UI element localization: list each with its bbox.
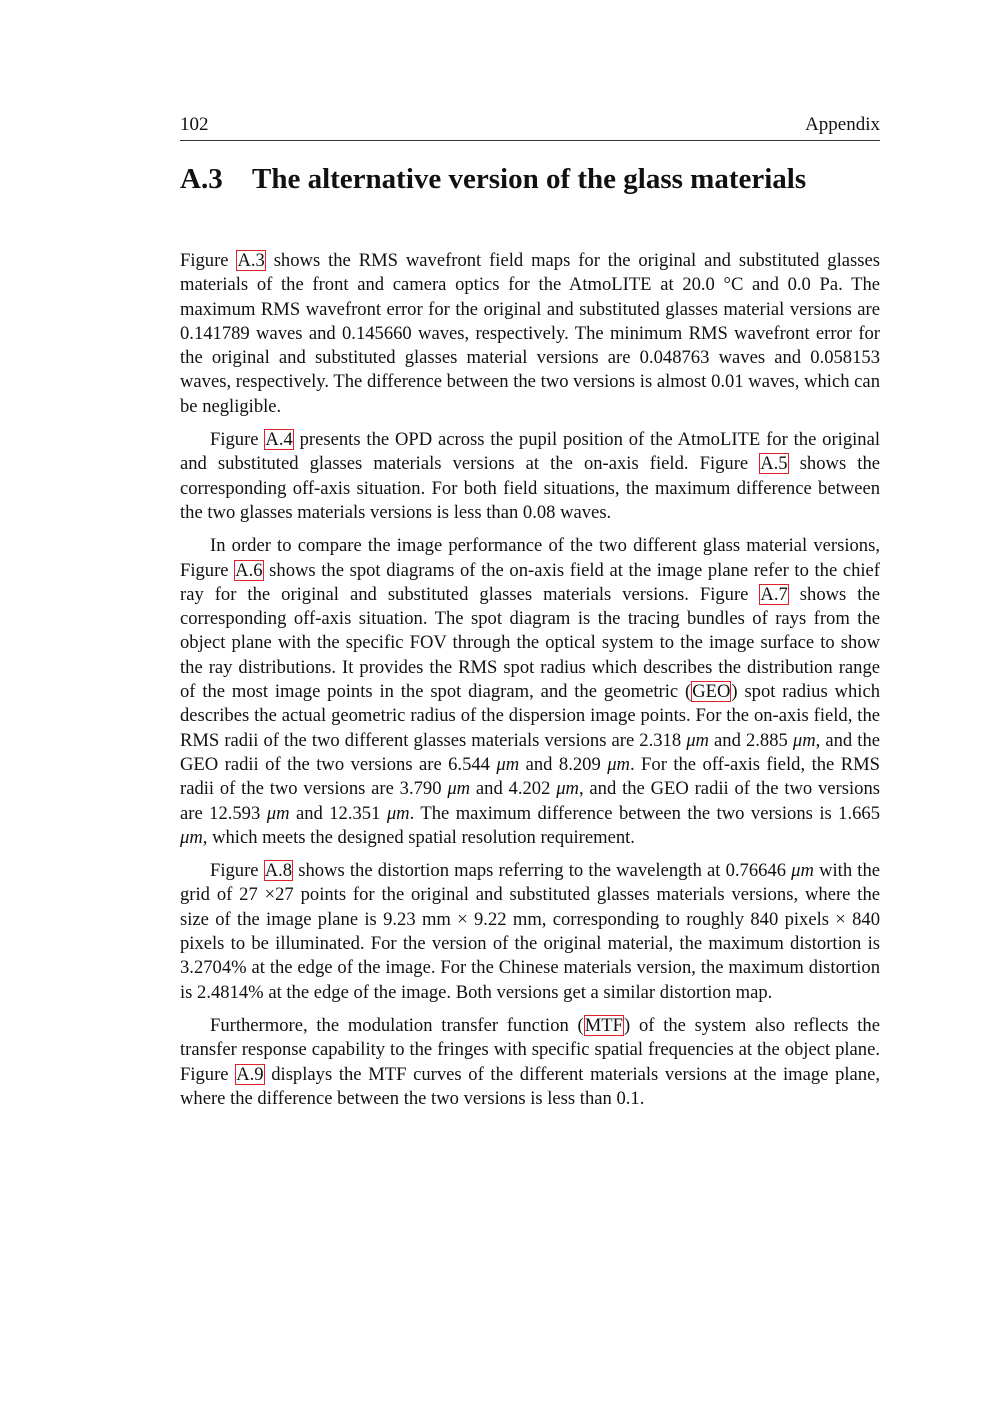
text-run: ) of the system also reflects the transfer response capability to the fringes with specific spatial frequencies at the object plane. Figure (180, 1014, 880, 1085)
text-run: shows the distortion maps referring to the wavelength at 0.76646 (293, 860, 792, 882)
section-number: A.3 (180, 163, 223, 195)
page-number: 102 (180, 114, 209, 135)
acronym-ref-geo[interactable]: GEO (692, 681, 731, 703)
unit-micron: μm (686, 729, 709, 751)
text-run: shows the corresponding off-axis situation. The spot diagram is the tracing bundles of rays from the object plane with the specific FOV through the optical system to the image surface to show the ray distributions. It provides the RMS spot radius which describes the distribution range of the most image points in the spot diagram, and the geometric ( (180, 583, 880, 703)
figure-ref-a6[interactable]: A.6 (235, 559, 263, 581)
text-run: shows the corresponding off-axis situation. For both field situations, the maximum difference between the two glasses materials versions is less than 0.08 waves. (180, 453, 880, 523)
text-run: . For the off-axis field, the RMS radii of the two versions are 3.790 (180, 753, 881, 800)
unit-micron: μm (447, 778, 471, 800)
section-title: The alternative version of the glass materials (252, 163, 807, 195)
paragraph-4 (180, 859, 880, 1005)
text-run: shows the spot diagrams of the on-axis field at the image plane refer to the chief ray for the original and substituted glasses materials versions. Figure (180, 559, 880, 605)
text-run: Figure (180, 250, 237, 271)
figure-ref-a5[interactable]: A.5 (760, 453, 788, 475)
text-run: and 2.885 (708, 729, 793, 751)
paragraph-5 (180, 1014, 880, 1111)
text-run: , which meets the designed spatial resolution requirement. (202, 826, 635, 848)
body-text (180, 249, 880, 1111)
text-run: ) spot radius which describes the actual geometric radius of the dispersion image points. For the on-axis field, the RMS radii of the two different glasses materials versions are 2.318 (180, 681, 880, 751)
running-title: Appendix (805, 114, 880, 135)
figure-ref-a8[interactable]: A.8 (264, 860, 293, 882)
text-run: and 8.209 (519, 753, 608, 775)
figure-ref-a7[interactable]: A.7 (760, 583, 788, 605)
figure-ref-a3[interactable]: A.3 (237, 250, 265, 271)
unit-micron: μm (792, 729, 816, 751)
page (180, 112, 880, 1120)
acronym-ref-mtf[interactable]: MTF (584, 1014, 623, 1036)
text-run: Figure (210, 860, 264, 882)
text-run: . The maximum difference between the two versions is 1.665 (409, 802, 880, 824)
running-header (180, 112, 880, 141)
text-run: , and the GEO radii of the two versions are 6.544 (180, 729, 880, 775)
figure-ref-a9[interactable]: A.9 (236, 1063, 264, 1085)
paragraph-3 (180, 534, 880, 850)
text-run: Figure (210, 429, 265, 451)
text-run: with the grid of 27 ×27 points for the original and substituted glasses materials versions, where the size of the image plane is 9.23 mm × 9.22 mm, corresponding to roughly 840 pixels × 840 pixels to be illuminated. For the version of the original material, the maximum distortion is 3.2704% at the edge of the image. For the Chinese materials version, the maximum distortion is 2.4814% at the edge of the image. Both versions get a similar distortion map. (180, 860, 880, 1003)
unit-micron: μm (180, 826, 203, 848)
text-run: shows the RMS wavefront field maps for the original and substituted glasses materials of the front and camera optics for the AtmoLITE at 20.0 °C and 0.0 Pa. The maximum RMS wavefront error for the original and substituted glasses material versions are 0.141789 waves and 0.145660 waves, respectively. The minimum RMS wavefront error for the original and substituted glasses material versions are 0.048763 waves and 0.058153 waves, respectively. The difference between the two versions is almost 0.01 waves, which can be negligible. (180, 250, 880, 417)
section-heading (180, 161, 880, 197)
unit-micron: μm (266, 802, 290, 824)
unit-micron: μm (386, 802, 410, 824)
text-run: displays the MTF curves of the different materials versions at the image plane, where the difference between the two versions is less than 0.1. (180, 1063, 880, 1109)
text-run: and 12.351 (289, 802, 387, 824)
unit-micron: μm (496, 753, 520, 775)
text-run: In order to compare the image performance of the two different glass material versions, Figure (180, 535, 880, 581)
text-run: Furthermore, the modulation transfer function ( (210, 1014, 584, 1036)
paragraph-1 (180, 249, 880, 419)
paragraph-2 (180, 428, 880, 525)
text-run: and 4.202 (470, 778, 557, 800)
unit-micron: μm (791, 860, 814, 882)
text-run: , and the GEO radii of the two versions are 12.593 (180, 778, 880, 824)
text-run: presents the OPD across the pupil position of the AtmoLITE for the original and substituted glasses materials versions at the on-axis field. Figure (180, 429, 881, 475)
unit-micron: μm (607, 753, 630, 775)
unit-micron: μm (556, 778, 579, 800)
figure-ref-a4[interactable]: A.4 (265, 429, 293, 451)
